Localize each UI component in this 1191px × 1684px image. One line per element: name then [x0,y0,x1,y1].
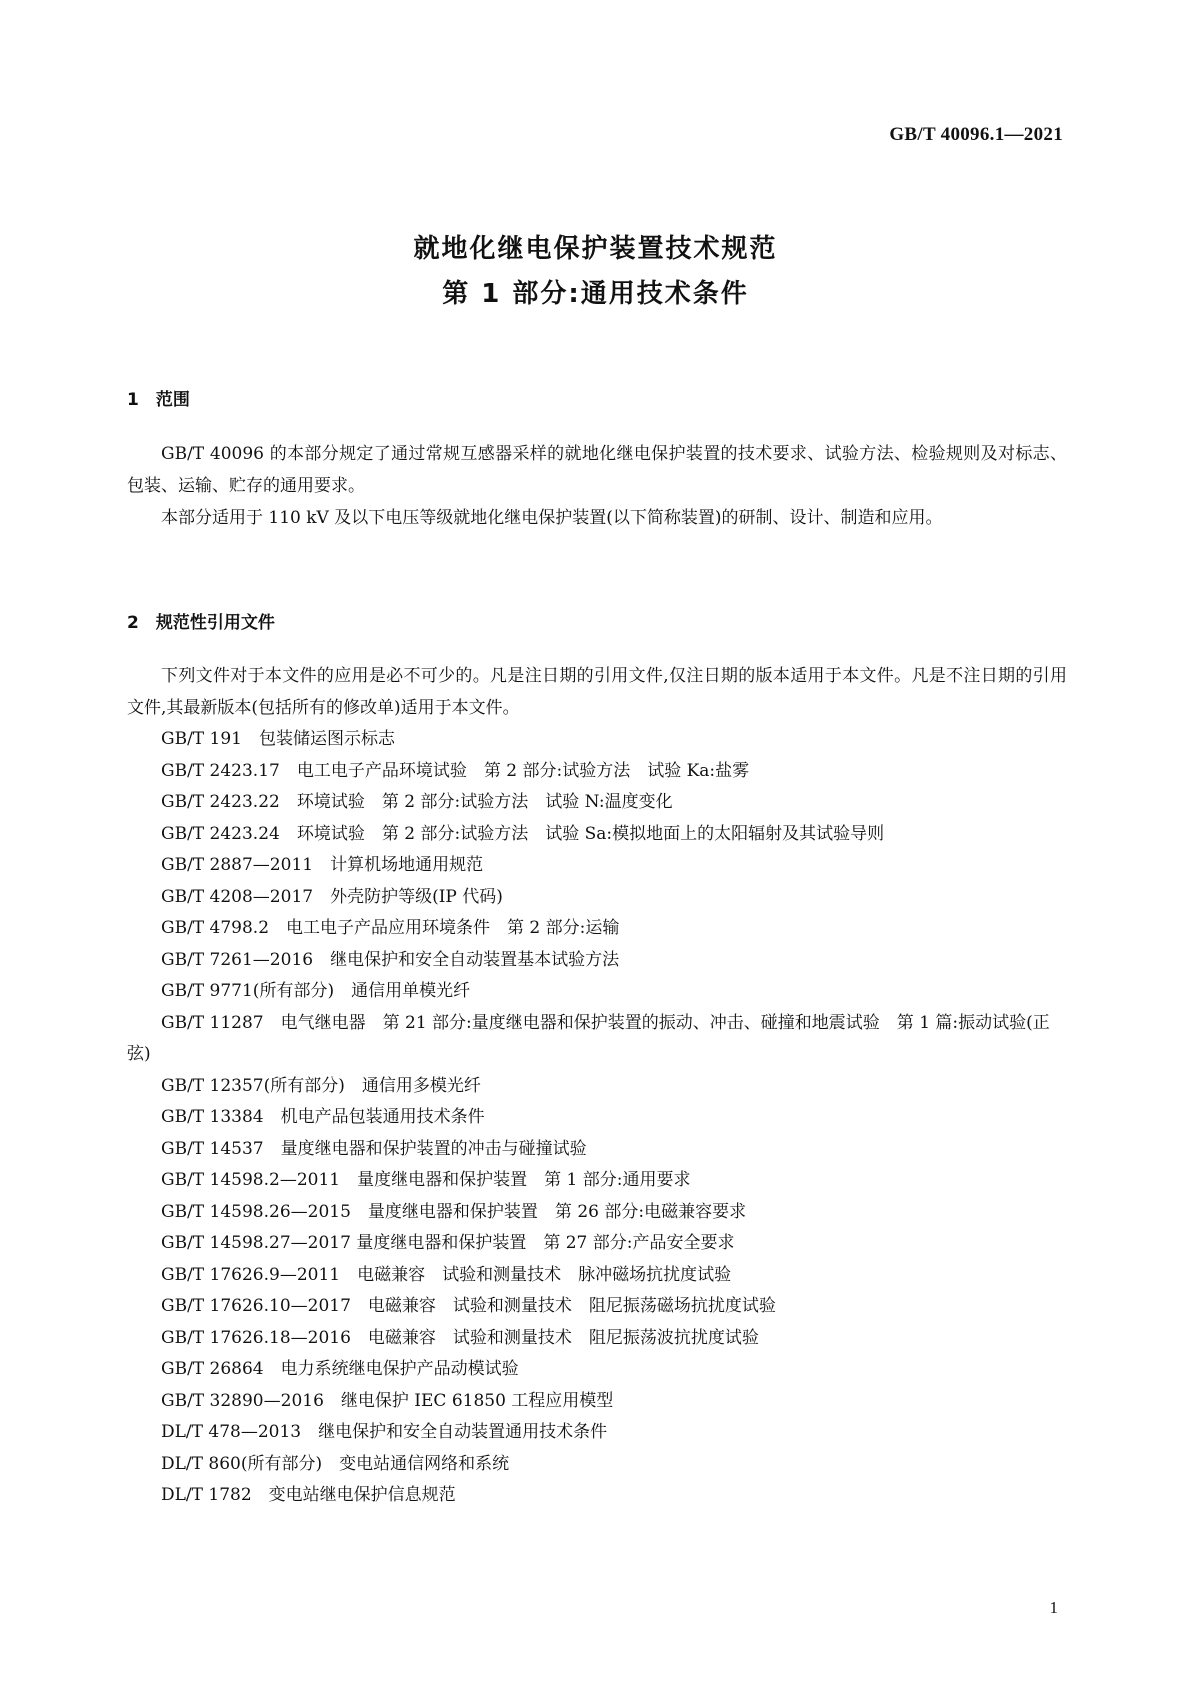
reference-item: GB/T 17626.18—2016 电磁兼容 试验和测量技术 阻尼振荡波抗扰度试验 [161,1327,759,1348]
reference-item: DL/T 478—2013 继电保护和安全自动装置通用技术条件 [161,1422,608,1442]
scope-paragraph-1: GB/T 40096 的本部分规定了通过常规互感器采样的就地化继电保护装置的技术要求、试验方法、检验规则及对标志、包装、运输、贮存的通用要求。 [127,444,1067,496]
reference-item: GB/T 14598.27—2017 量度继电器和保护装置 第 27 部分:产品安全要求 [161,1233,735,1253]
reference-item: GB/T 17626.10—2017 电磁兼容 试验和测量技术 阻尼振荡磁场抗扰度试验 [161,1296,776,1316]
reference-item: GB/T 7261—2016 继电保护和安全自动装置基本试验方法 [161,949,620,970]
document-title-line-2: 第 1 部分:通用技术条件 [442,279,749,309]
reference-item: GB/T 2423.17 电工电子产品环境试验 第 2 部分:试验方法 试验 Ka:盐雾 [161,760,750,781]
document-title-line-1: 就地化继电保护装置技术规范 [413,234,778,264]
reference-item: GB/T 17626.9—2011 电磁兼容 试验和测量技术 脉冲磁场抗扰度试验 [161,1264,732,1285]
references-intro: 下列文件对于本文件的应用是必不可少的。凡是注日期的引用文件,仅注日期的版本适用于本文件。凡是不注日期的引用文件,其最新版本(包括所有的修改单)适用于本文件。 [127,666,1067,718]
reference-item: GB/T 26864 电力系统继电保护产品动模试验 [161,1359,519,1379]
reference-item: GB/T 2887—2011 计算机场地通用规范 [161,855,484,875]
scope-paragraph-2: 本部分适用于 110 kV 及以下电压等级就地化继电保护装置(以下简称装置)的研制、设计、制造和应用。 [161,508,943,528]
section-heading-normative-references: 2 规范性引用文件 [127,613,275,633]
reference-list [127,724,1067,1512]
reference-item: GB/T 9771(所有部分) 通信用单模光纤 [161,981,471,1001]
reference-item: DL/T 860(所有部分) 变电站通信网络和系统 [161,1453,510,1474]
section-heading-scope: 1 范围 [127,390,190,410]
reference-item: GB/T 2423.22 环境试验 第 2 部分:试验方法 试验 N:温度变化 [161,792,673,812]
reference-item: GB/T 14598.2—2011 量度继电器和保护装置 第 1 部分:通用要求 [161,1170,691,1190]
reference-item: GB/T 11287 电气继电器 第 21 部分:量度继电器和保护装置的振动、冲击、碰撞和地震试验 第 1 篇:振动试验(正弦) [127,1012,1050,1064]
reference-item: GB/T 32890—2016 继电保护 IEC 61850 工程应用模型 [161,1390,614,1411]
reference-item: GB/T 4798.2 电工电子产品应用环境条件 第 2 部分:运输 [161,918,620,938]
standard-code: GB/T 40096.1—2021 [889,124,1063,145]
page-number: 1 [1049,1598,1058,1617]
reference-item: GB/T 2423.24 环境试验 第 2 部分:试验方法 试验 Sa:模拟地面上的太阳辐射及其试验导则 [161,823,885,844]
reference-item: GB/T 191 包装储运图示标志 [161,729,395,749]
reference-item: GB/T 4208—2017 外壳防护等级(IP 代码) [161,886,503,907]
reference-item: GB/T 12357(所有部分) 通信用多模光纤 [161,1075,481,1096]
reference-item: GB/T 14537 量度继电器和保护装置的冲击与碰撞试验 [161,1138,587,1159]
reference-item: DL/T 1782 变电站继电保护信息规范 [161,1485,456,1505]
reference-item: GB/T 14598.26—2015 量度继电器和保护装置 第 26 部分:电磁兼容要求 [161,1201,747,1222]
reference-item: GB/T 13384 机电产品包装通用技术条件 [161,1107,485,1127]
